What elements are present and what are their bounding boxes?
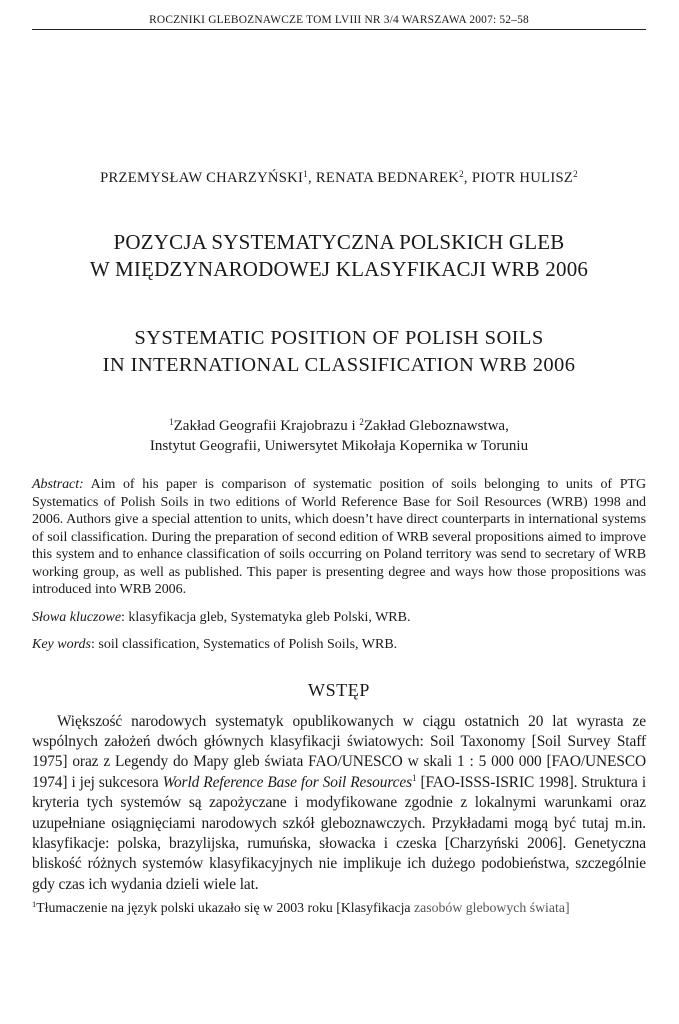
body-text-part: Większość narodowych systematyk opublikowanych w ciągu ostatnich 20 lat wyrasta ze wspólnych założeń dwóch głównych klasyfikacji światowych: Soil Taxonomy [Soil Survey Staff 1975] oraz z Legendy do Mapy gleb świata FAO/UNESCO w skali 1 : 5 000 000 [FAO/UNESCO 1974] i jej sukcesora xyxy=(32,712,646,791)
author-affiliation-mark: 1 xyxy=(303,169,308,179)
title-english xyxy=(32,325,646,379)
affiliation-mark: 1 xyxy=(169,417,174,427)
affiliation-mark: 2 xyxy=(359,417,364,427)
abstract-label: Abstract: xyxy=(32,477,84,492)
keywords-label: Słowa kluczowe xyxy=(32,609,122,625)
footnote xyxy=(32,899,646,916)
title-polish xyxy=(32,229,646,283)
author-name: PRZEMYSŁAW CHARZYŃSKI xyxy=(100,170,304,186)
footnote-text: Tłumaczenie na język polski ukazało się w 2003 roku [Klasyfikacja xyxy=(36,900,415,916)
abstract-text: Aim of his paper is comparison of systematic position of soils belonging to units of PTG Systematics of Polish Soils in two editions of World Reference Base for Soil Resources (WRB) 1998 and 2006. Authors give a special attention to units, which doesn’t have direct counterparts in international systems of soil classification. During the preparation of second edition of WRB several propositions aimed to improve this system and to enhance classification of soils occurring on Poland territory was send to secretary of WRB working group, as well as published. This paper is presenting degree and ways how those propositions was introduced into WRB 2006. xyxy=(32,477,646,597)
affiliation-line xyxy=(32,416,646,436)
body-italic-title: World Reference Base for Soil Resources xyxy=(162,773,413,791)
title-line: IN INTERNATIONAL CLASSIFICATION WRB 2006 xyxy=(102,354,576,376)
author-affiliation-mark: 2 xyxy=(459,169,464,179)
keywords-english xyxy=(32,636,646,653)
keywords-text: : klasyfikacja gleb, Systematyka gleb Polski, WRB. xyxy=(121,609,411,625)
affiliation-line: Instytut Geografii, Uniwersytet Mikołaja Kopernika w Toruniu xyxy=(149,438,529,454)
keywords-text: : soil classification, Systematics of Polish Soils, WRB. xyxy=(90,636,398,652)
footnote-marker: 1 xyxy=(412,772,417,783)
affiliation-text: Zakład Geografii Krajobrazu i xyxy=(173,418,360,434)
keywords-polish xyxy=(32,609,646,626)
paper-page xyxy=(32,14,646,916)
title-line: POZYCJA SYSTEMATYCZNA POLSKICH GLEB xyxy=(113,230,565,254)
footnote-text-faded: zasobów glebowych świata] xyxy=(414,900,570,916)
author-name: RENATA BEDNAREK xyxy=(315,170,460,186)
keywords-label: Key words xyxy=(32,636,91,652)
title-line: SYSTEMATIC POSITION OF POLISH SOILS xyxy=(134,327,544,349)
author-name: PIOTR HULISZ xyxy=(471,170,574,186)
journal-header: ROCZNIKI GLEBOZNAWCZE TOM LVIII NR 3/4 WARSZAWA 2007: 52–58 xyxy=(32,14,646,30)
footnote-mark: 1 xyxy=(32,899,37,910)
author-list: PRZEMYSŁAW CHARZYŃSKI$^1$, RENATA BEDNAREK$^2$, PIOTR HULISZ$^2$ xyxy=(100,169,578,186)
abstract xyxy=(32,476,646,599)
body-paragraph xyxy=(32,712,646,896)
title-line: W MIĘDZYNARODOWEJ KLASYFIKACJI WRB 2006 xyxy=(89,257,589,281)
author-affiliation-mark: 2 xyxy=(573,169,578,179)
body-text-part: [FAO-ISSS-ISRIC 1998]. Struktura i kryteria tych systemów są zapożyczane i modyfikowane zgodnie z lokalnymi warunkami oraz uzupełniane osiągnięciami narodowych szkół gleboznawczych. Przykładami mogą być tutaj m.in. klasyfikacje: polska, brazylijska, rumuńska, słowacka i czeska [Charzyński 2006]. Genetyczna bliskość różnych systemów klasyfikacyjnych nie implikuje ich dużego podobieństwa, szczególnie gdy czas ich wydania dzieli wiele lat. xyxy=(32,773,646,893)
affiliation-text: Zakład Gleboznawstwa, xyxy=(363,418,509,434)
section-heading: WSTĘP xyxy=(307,679,370,700)
affiliation xyxy=(32,416,646,456)
